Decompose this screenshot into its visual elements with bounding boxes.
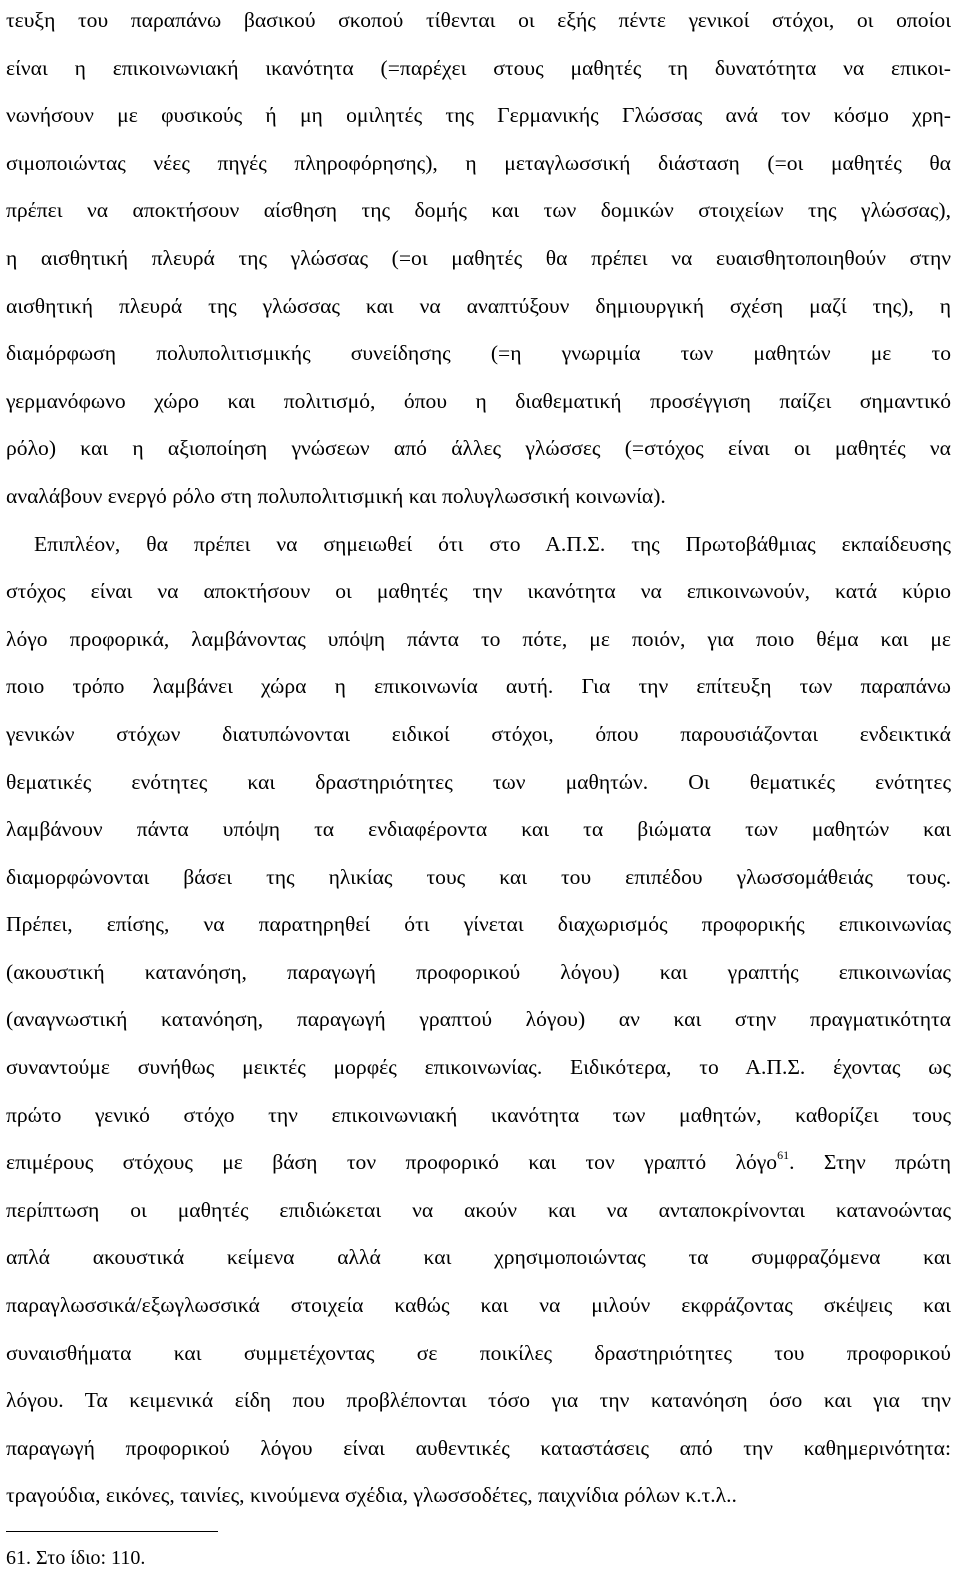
text-line: τευξη του παραπάνω βασικού σκοπού τίθενται οι εξής πέντε γενικοί στόχοι, οι οποίοι (6, 8, 951, 32)
text-line: γενικών στόχων διατυπώνονται ειδικοί στόχοι, όπου παρουσιάζονται ενδεικτικά (6, 721, 951, 746)
text-line-head: επιμέρους στόχους με βάση τον προφορικό και τον γραπτό λόγο (6, 1150, 778, 1175)
text-line: αναλάβουν ενεργό ρόλο στη πολυπολιτισμική και πολυγλωσσική κοινωνία). (6, 483, 666, 508)
text-line-with-footnote (6, 1142, 951, 1190)
text-line: λόγο προφορικά, λαμβάνοντας υπόψη πάντα το πότε, με ποιόν, για ποιο θέμα και με (6, 626, 951, 651)
text-line: σιμοποιώντας νέες πηγές πληροφόρησης), η μεταγλωσσική διάσταση (=οι μαθητές θα (6, 150, 951, 175)
text-line: διαμορφώνονται βάσει της ηλικίας τους και του επιπέδου γλωσσομάθειάς τους. (6, 864, 951, 889)
text-line: ποιο τρόπο λαμβάνει χώρα η επικοινωνία αυτή. Για την επίτευξη των παραπάνω (6, 674, 951, 699)
text-line: περίπτωση οι μαθητές επιδιώκεται να ακούν και να ανταποκρίνονται κατανοώντας (6, 1197, 951, 1222)
text-line-tail: . Στην πρώτη (789, 1150, 951, 1175)
text-line: αισθητική πλευρά της γλώσσας και να αναπτύξουν δημιουργική σχέση μαζί της), η (6, 293, 951, 318)
text-line: παραγωγή προφορικού λόγου είναι αυθεντικές καταστάσεις από την καθημερινότητα: (6, 1435, 951, 1460)
text-line: τραγούδια, εικόνες, ταινίες, κινούμενα σχέδια, γλωσσοδέτες, παιχνίδια ρόλων κ.τ.λ.. (6, 1483, 737, 1508)
footnote-separator (6, 1531, 218, 1532)
text-line: λόγου. Τα κειμενικά είδη που προβλέπονται τόσο για την κατανόηση όσο και για την (6, 1388, 951, 1413)
text-line: συναισθήματα και συμμετέχοντας σε ποικίλες δραστηριότητες του προφορικού (6, 1340, 951, 1365)
text-line: πρέπει να αποκτήσουν αίσθηση της δομής και των δομικών στοιχείων της γλώσσας), (6, 198, 951, 223)
body-text (6, 0, 951, 1523)
text-line: συναντούμε συνήθως μεικτές μορφές επικοινωνίας. Ειδικότερα, το Α.Π.Σ. έχοντας ως (6, 1055, 951, 1080)
text-line: η αισθητική πλευρά της γλώσσας (=οι μαθητές θα πρέπει να ευαισθητοποιηθούν στην (6, 245, 951, 270)
paragraph-start-line: Επιπλέον, θα πρέπει να σημειωθεί ότι στο Α.Π.Σ. της Πρωτοβάθμιας εκπαίδευσης (34, 531, 951, 556)
text-line: απλά ακουστικά κείμενα αλλά και χρησιμοποιώντας τα συμφραζόμενα και (6, 1245, 951, 1270)
text-line: ρόλο) και η αξιοποίηση γνώσεων από άλλες γλώσσες (=στόχος είναι οι μαθητές να (6, 436, 951, 461)
text-line: λαμβάνουν πάντα υπόψη τα ενδιαφέροντα και τα βιώματα των μαθητών και (6, 817, 951, 842)
text-line: (ακουστική κατανόηση, παραγωγή προφορικού λόγου) και γραπτής επικοινωνίας (6, 959, 951, 984)
text-line: στόχος είναι να αποκτήσουν οι μαθητές την ικανότητα να επικοινωνούν, κατά κύριο (6, 579, 951, 604)
text-line: θεματικές ενότητες και δραστηριότητες των μαθητών. Οι θεματικές ενότητες (6, 769, 951, 794)
text-line: (αναγνωστική κατανόηση, παραγωγή γραπτού λόγου) αν και στην πραγματικότητα (6, 1007, 951, 1032)
text-line: γερμανόφωνο χώρο και πολιτισμό, όπου η διαθεματική προσέγγιση παίζει σημαντικό (6, 388, 951, 413)
footnote-reference: 61 (777, 1148, 790, 1163)
text-line: νωνήσουν με φυσικούς ή μη ομιλητές της Γερμανικής Γλώσσας ανά τον κόσμο χρη- (6, 103, 951, 128)
text-line: Πρέπει, επίσης, να παρατηρηθεί ότι γίνεται διαχωρισμός προφορικής επικοινωνίας (6, 912, 951, 937)
text-line: παραγλωσσικά/εξωγλωσσικά στοιχεία καθώς και να μιλούν εκφράζοντας σκέψεις και (6, 1293, 951, 1318)
text-line: διαμόρφωση πολυπολιτισμικής συνείδησης (=η γνωριμία των μαθητών με το (6, 341, 951, 366)
footnote: 61. Στο ίδιο: 110. (6, 1547, 146, 1569)
text-line: είναι η επικοινωνιακή ικανότητα (=παρέχει στους μαθητές τη δυνατότητα να επικοι- (6, 55, 951, 80)
text-line: πρώτο γενικό στόχο την επικοινωνιακή ικανότητα των μαθητών, καθορίζει τους (6, 1102, 951, 1127)
